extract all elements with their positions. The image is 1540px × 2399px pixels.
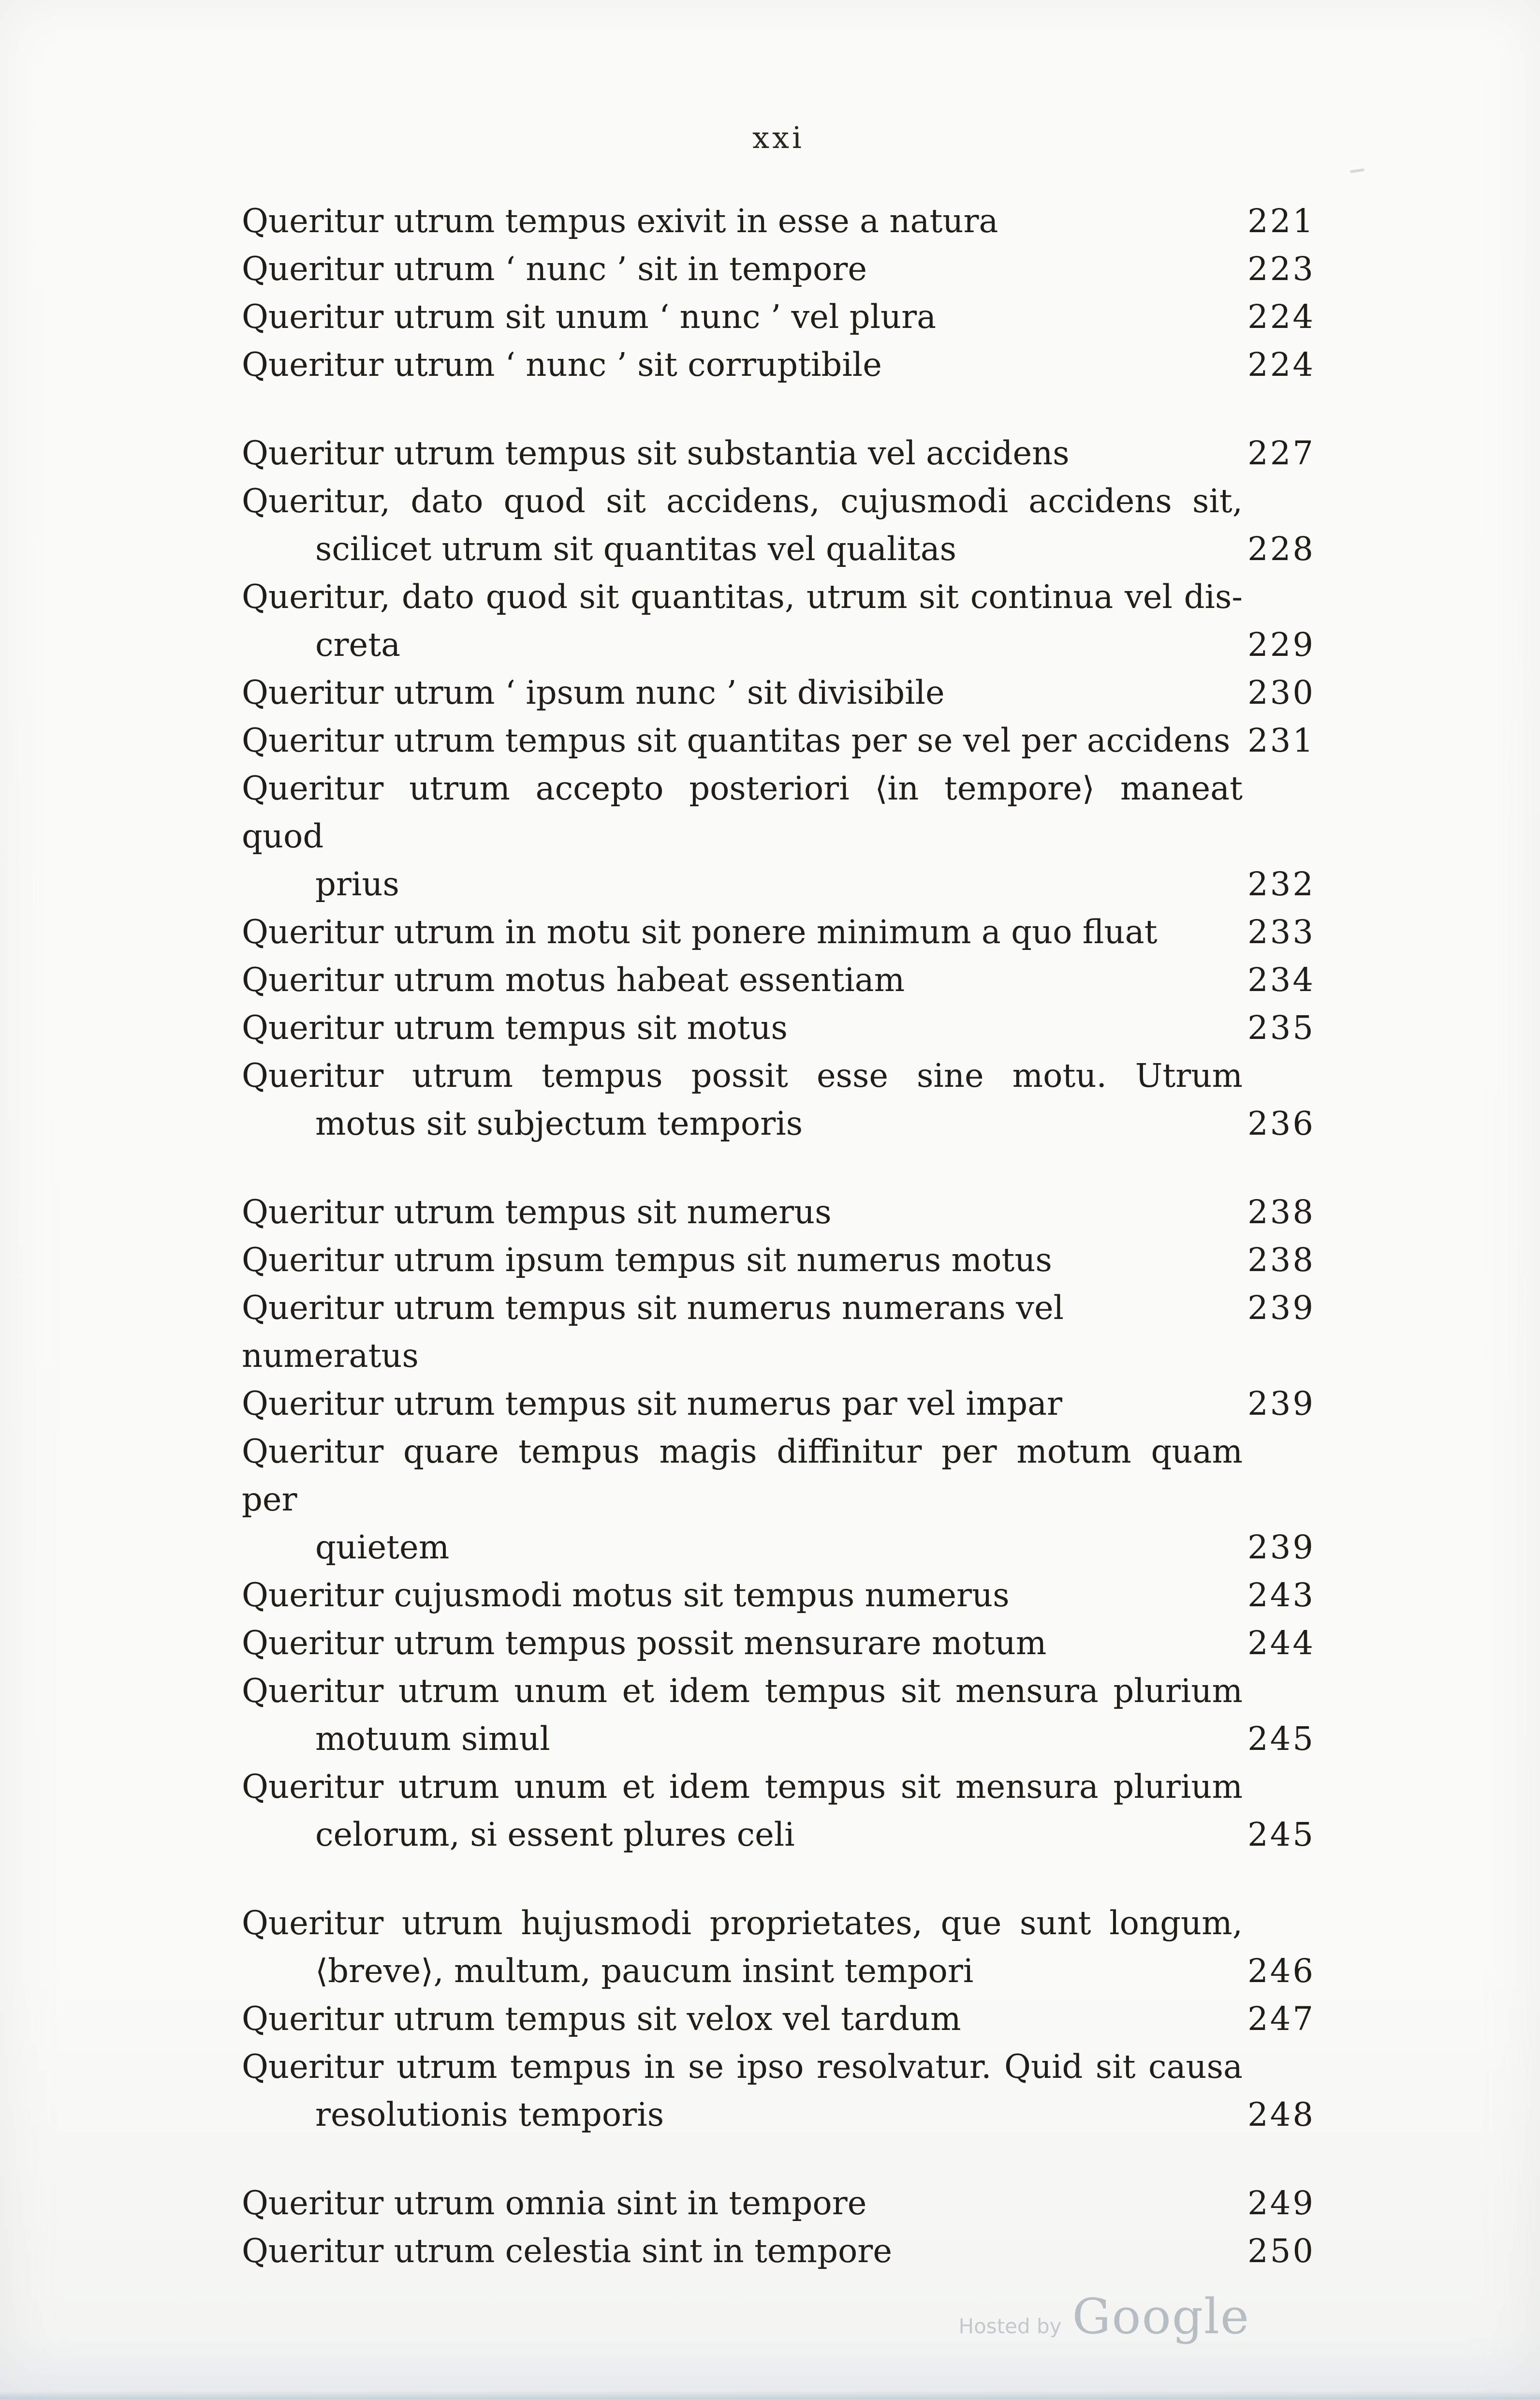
entry-title: Queritur utrum ipsum tempus sit numerus motus: [242, 1241, 1052, 1279]
toc-entry: [242, 1236, 1315, 1284]
entry-page-number: 250: [1247, 2232, 1315, 2270]
toc-entry: [242, 477, 1315, 573]
entry-title: prius: [315, 865, 399, 903]
entry-line: Queritur utrum tempus in se ipso resolvatur. Quid sit causa: [242, 2048, 1243, 2086]
entry-title: motuum simul: [315, 1720, 550, 1758]
hosted-by-label: Hosted by: [958, 2314, 1062, 2338]
entry-title: Queritur utrum celestia sint in tempore: [242, 2232, 892, 2270]
toc-entry: [242, 2227, 1315, 2275]
entry-line: [242, 1947, 1315, 1995]
toc-list: [242, 197, 1315, 2275]
entry-title: Queritur utrum tempus sit quantitas per se vel per accidens: [242, 722, 1231, 759]
toc-entry: [242, 341, 1315, 389]
page-bottom-edge: [0, 2391, 1540, 2399]
toc-entry: [242, 908, 1315, 956]
entry-title: motus sit subjectum temporis: [315, 1105, 803, 1142]
entry-title: Queritur utrum tempus sit numerus numerans vel numeratus: [242, 1289, 1064, 1375]
entry-title: Queritur utrum ‘ nunc ’ sit in tempore: [242, 250, 867, 288]
toc-entry: [242, 1995, 1315, 2043]
entry-page-number: 244: [1247, 1624, 1315, 1662]
entry-line: [242, 1524, 1315, 1571]
entry-line: [242, 669, 1315, 717]
entry-line: [242, 1619, 1315, 1667]
toc-entry: [242, 1052, 1315, 1148]
toc-entry: [242, 197, 1315, 245]
entry-line: [242, 908, 1315, 956]
entry-title: celorum, si essent plures celi: [315, 1816, 795, 1853]
entry-line: [242, 956, 1315, 1004]
toc-entry: [242, 1571, 1315, 1619]
google-books-watermark: [959, 2288, 1250, 2345]
entry-page-number: 228: [1247, 530, 1315, 568]
toc-entry: [242, 2043, 1315, 2139]
toc-entry: [242, 573, 1315, 669]
entry-title: Queritur utrum tempus sit numerus par vel impar: [242, 1385, 1063, 1422]
entry-line: [242, 1715, 1315, 1763]
entry-title: resolutionis temporis: [315, 2096, 664, 2133]
entry-page-number: 239: [1247, 1385, 1315, 1422]
entry-page-number: 239: [1247, 1289, 1315, 1327]
toc-entry: [242, 1284, 1315, 1380]
entry-line: [242, 717, 1315, 765]
entry-line: [242, 1995, 1315, 2043]
entry-title: quietem: [315, 1528, 450, 1566]
entry-page-number: 246: [1247, 1952, 1315, 1990]
entry-line: Queritur quare tempus magis diffinitur per motum quam per: [242, 1433, 1243, 1518]
entry-page-number: 245: [1247, 1720, 1315, 1758]
entry-line: [242, 245, 1315, 293]
entry-page-number: 247: [1247, 2000, 1315, 2038]
entry-line: [242, 525, 1315, 573]
entry-line: [242, 1571, 1315, 1619]
toc-entry: [242, 429, 1315, 477]
toc-entry: [242, 2179, 1315, 2227]
toc-entry: [242, 1667, 1315, 1763]
entry-page-number: 245: [1247, 1816, 1315, 1853]
toc-entry: [242, 956, 1315, 1004]
entry-page-number: 224: [1247, 298, 1315, 336]
entry-line: [242, 293, 1315, 341]
entry-title: Queritur utrum ‘ nunc ’ sit corruptibile: [242, 346, 882, 384]
toc-entry: [242, 1763, 1315, 1859]
entry-title: Queritur utrum ‘ ipsum nunc ’ sit divisibile: [242, 674, 945, 711]
entry-line: Queritur utrum unum et idem tempus sit mensura plurium: [242, 1768, 1243, 1806]
entry-page-number: 231: [1247, 722, 1315, 759]
entry-page-number: 234: [1247, 961, 1315, 999]
toc-entry: [242, 717, 1315, 765]
entry-line: [242, 2179, 1315, 2227]
entry-page-number: 236: [1247, 1105, 1315, 1142]
entry-page-number: 224: [1247, 346, 1315, 384]
entry-line: Queritur, dato quod sit accidens, cujusmodi accidens sit,: [242, 482, 1243, 520]
entry-title: Queritur cujusmodi motus sit tempus numerus: [242, 1576, 1010, 1614]
entry-title: Queritur utrum tempus sit velox vel tardum: [242, 2000, 961, 2038]
entry-line: Queritur, dato quod sit quantitas, utrum sit continua vel dis-: [242, 578, 1243, 616]
entry-line: [242, 2091, 1315, 2139]
toc-entry: [242, 245, 1315, 293]
entry-title: Queritur utrum sit unum ‘ nunc ’ vel plura: [242, 298, 937, 336]
entry-title: Queritur utrum motus habeat essentiam: [242, 961, 905, 999]
entry-page-number: 232: [1247, 865, 1315, 903]
entry-line: [242, 429, 1315, 477]
entry-page-number: 239: [1247, 1528, 1315, 1566]
entry-page-number: 238: [1247, 1241, 1315, 1279]
entry-title: Queritur utrum omnia sint in tempore: [242, 2184, 867, 2222]
entry-line: Queritur utrum unum et idem tempus sit mensura plurium: [242, 1672, 1243, 1710]
toc-entry: [242, 1619, 1315, 1667]
entry-line: [242, 1380, 1315, 1428]
entry-line: [242, 1188, 1315, 1236]
entry-title: Queritur utrum tempus sit substantia vel accidens: [242, 434, 1070, 472]
entry-page-number: 233: [1247, 913, 1315, 951]
entry-title: ⟨breve⟩, multum, paucum insint tempori: [315, 1952, 974, 1990]
toc-entry: [242, 1899, 1315, 1995]
google-logo: Google: [1072, 2288, 1250, 2345]
entry-line: [242, 1100, 1315, 1148]
entry-line: Queritur utrum tempus possit esse sine motu. Utrum: [242, 1057, 1243, 1095]
toc-entry: [242, 765, 1315, 908]
entry-line: Queritur utrum hujusmodi proprietates, que sunt longum,: [242, 1904, 1243, 1942]
toc-entry: [242, 669, 1315, 717]
entry-page-number: 249: [1247, 2184, 1315, 2222]
entry-title: creta: [315, 626, 401, 664]
entry-line: Queritur utrum accepto posteriori ⟨in tempore⟩ maneat quod: [242, 770, 1243, 855]
entry-page-number: 235: [1247, 1009, 1315, 1047]
entry-page-number: 223: [1247, 250, 1315, 288]
entry-title: Queritur utrum in motu sit ponere minimum a quo fluat: [242, 913, 1158, 951]
entry-page-number: 227: [1247, 434, 1315, 472]
entry-title: scilicet utrum sit quantitas vel qualitas: [315, 530, 957, 568]
entry-line: [242, 1004, 1315, 1052]
entry-title: Queritur utrum tempus exivit in esse a natura: [242, 202, 998, 240]
entry-line: [242, 341, 1315, 389]
entry-page-number: 221: [1247, 202, 1315, 240]
entry-line: [242, 860, 1315, 908]
entry-page-number: 229: [1247, 626, 1315, 664]
toc-entry: [242, 1188, 1315, 1236]
entry-title: Queritur utrum tempus sit motus: [242, 1009, 788, 1047]
entry-line: [242, 197, 1315, 245]
entry-line: [242, 2227, 1315, 2275]
entry-title: Queritur utrum tempus possit mensurare motum: [242, 1624, 1047, 1662]
toc-entry: [242, 1380, 1315, 1428]
entry-line: [242, 621, 1315, 669]
entry-page-number: 243: [1247, 1576, 1315, 1614]
entry-page-number: 238: [1247, 1193, 1315, 1231]
entry-title: Queritur utrum tempus sit numerus: [242, 1193, 832, 1231]
entry-line: [242, 1811, 1315, 1859]
toc-entry: [242, 1004, 1315, 1052]
entry-line: [242, 1236, 1315, 1284]
toc-entry: [242, 293, 1315, 341]
scan-artifact: [1350, 168, 1365, 173]
entry-page-number: 248: [1247, 2096, 1315, 2133]
entry-page-number: 230: [1247, 674, 1315, 711]
page-folio-number: xxi: [752, 120, 805, 155]
toc-entry: [242, 1428, 1315, 1571]
entry-line: [242, 1284, 1315, 1380]
